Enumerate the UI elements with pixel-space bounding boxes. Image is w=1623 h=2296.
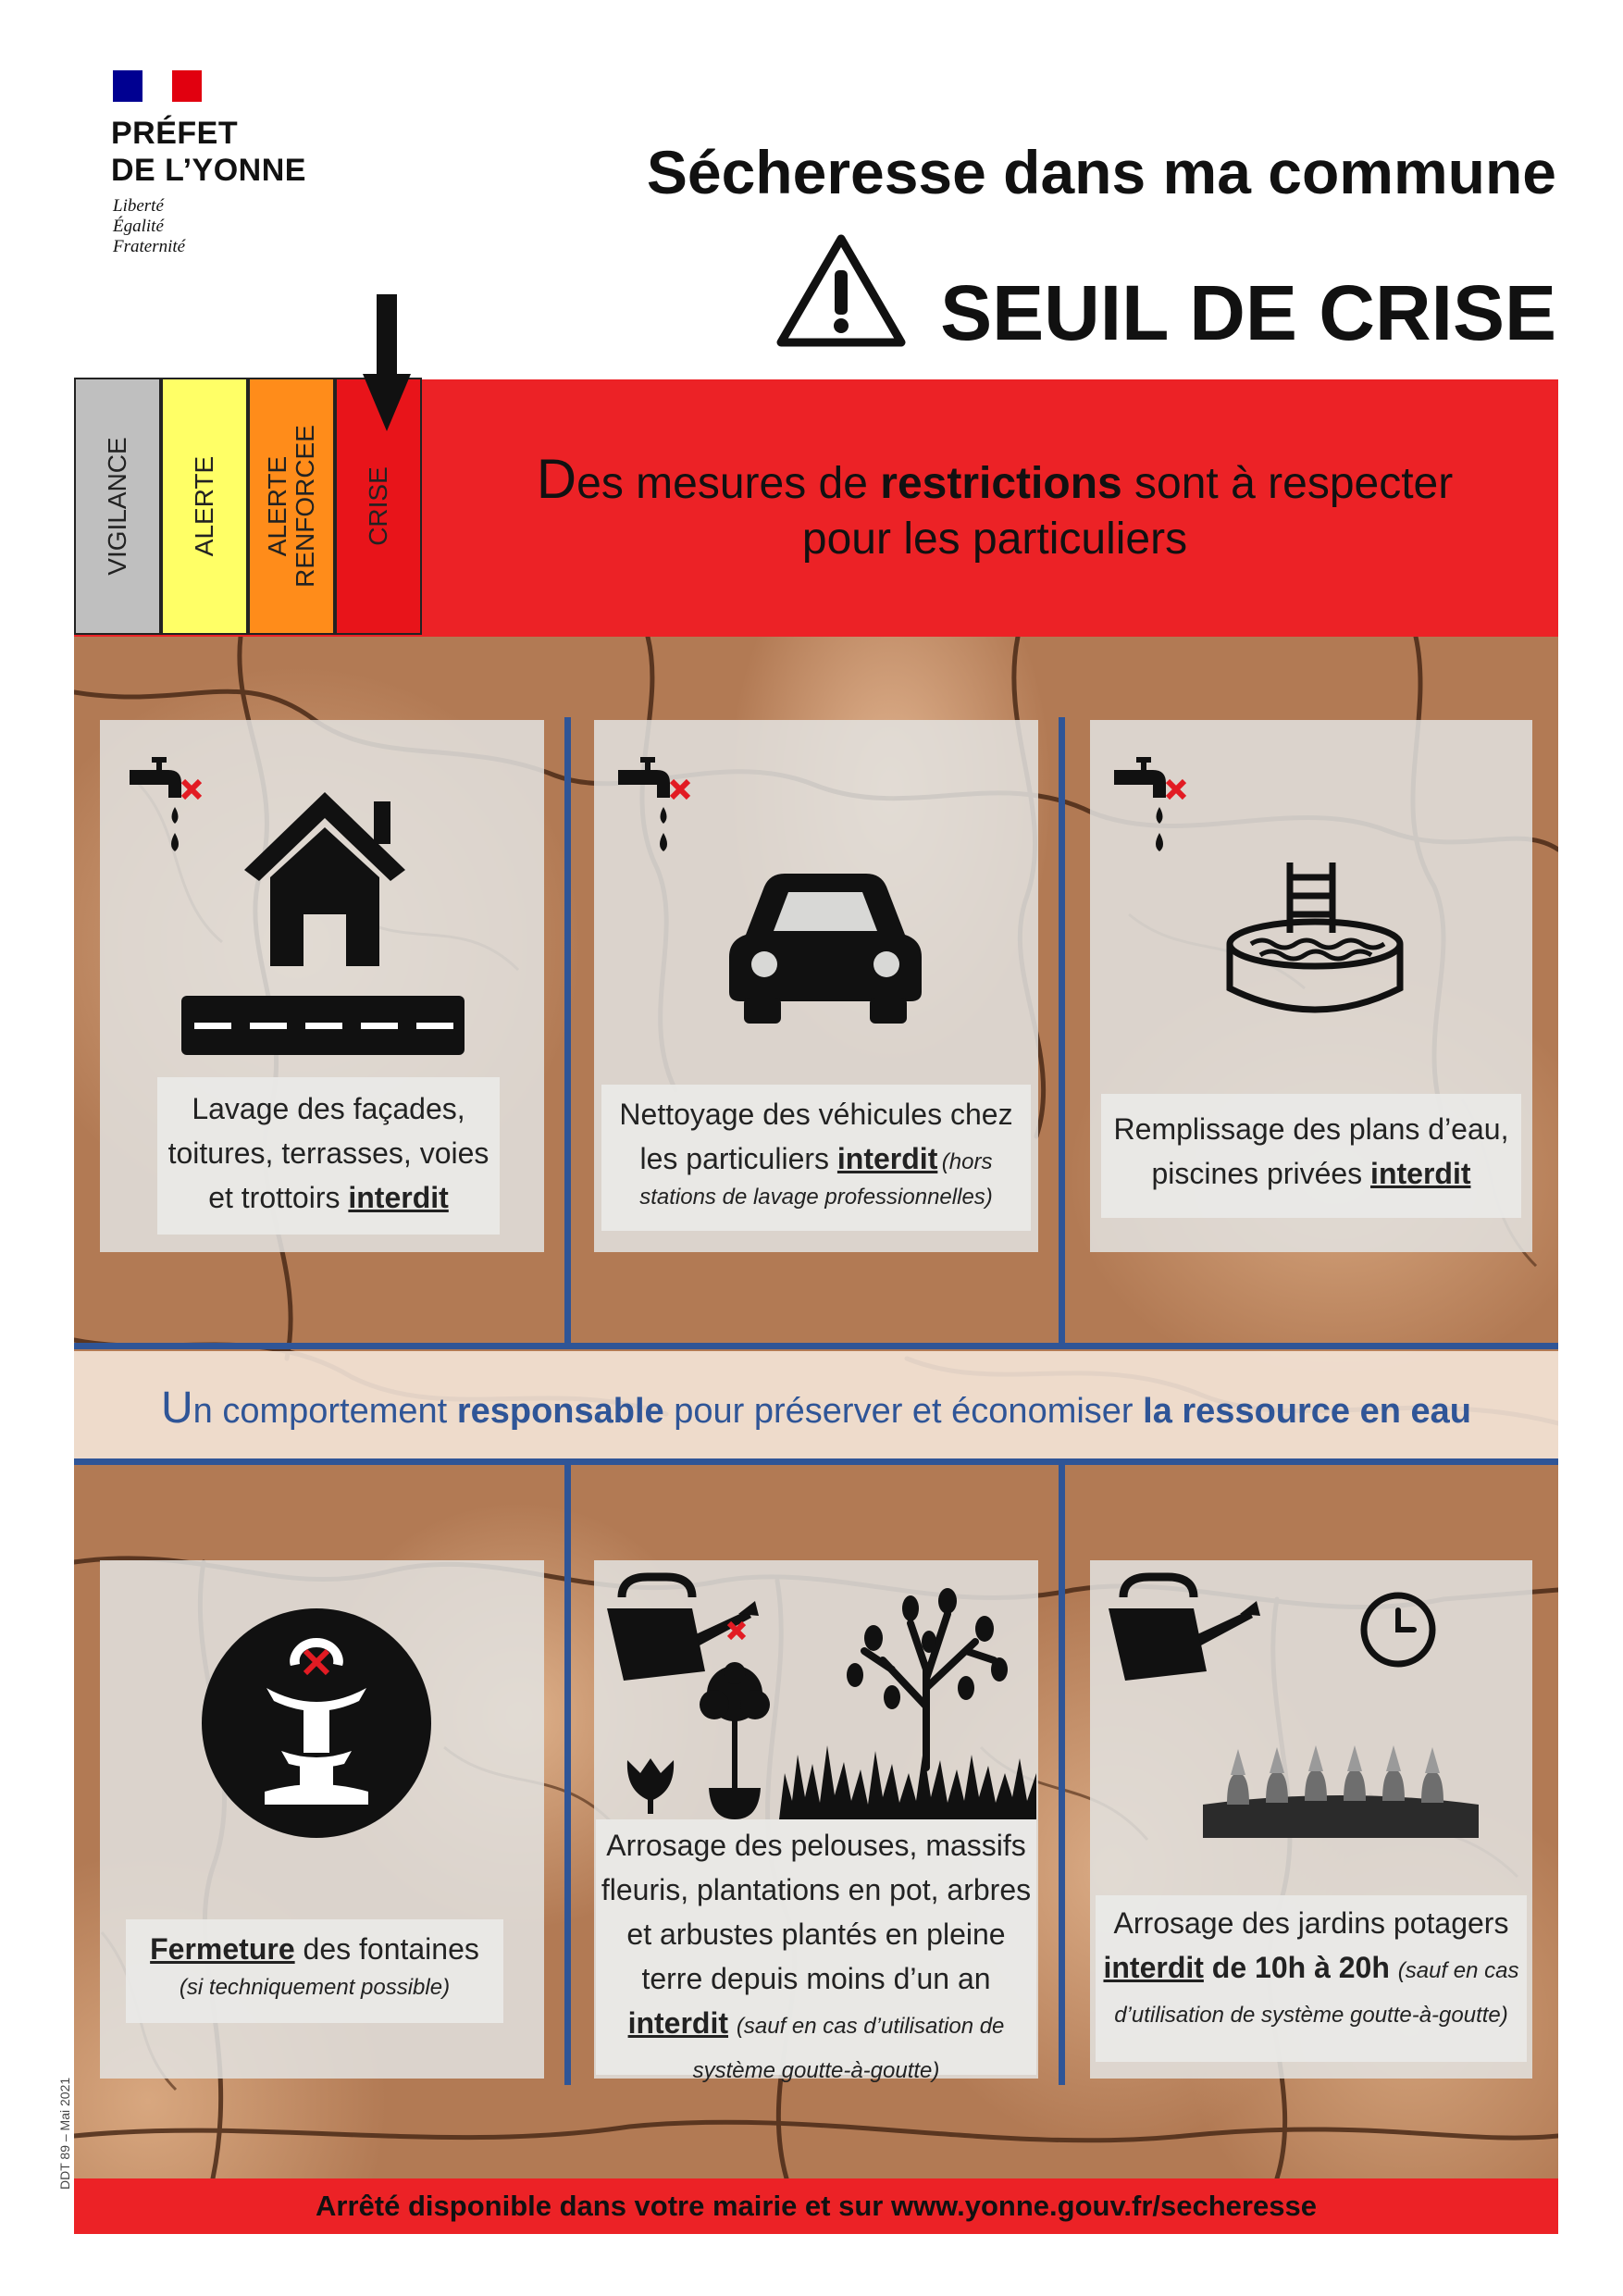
grid-divider (74, 1343, 1558, 1349)
grid-divider (74, 1458, 1558, 1465)
measure-text-fountains: Fermeture des fontaines (si techniquement possible) (126, 1919, 503, 2023)
prefecture-name: PRÉFET DE L’YONNE (111, 116, 306, 188)
grid-divider (1059, 717, 1065, 1347)
crisis-level-title: SEUIL DE CRISE (940, 269, 1556, 356)
level-alerte: ALERTE (161, 378, 248, 635)
warning-triangle-icon (775, 233, 907, 350)
measure-text-vegetable-gardens: Arrosage des jardins potagers interdit de 10h à 20h (sauf en cas d’utilisation de système goutte-à-goutte) (1096, 1895, 1527, 2062)
level-alerte-renforcee: ALERTE RENFORCEE (248, 378, 335, 635)
road-icon (181, 996, 465, 1055)
measure-text-pools: Remplissage des plans d’eau, piscines privées interdit (1101, 1094, 1521, 1218)
grass-icon (779, 1736, 1036, 1819)
page-title: Sécheresse dans ma commune (646, 138, 1556, 206)
level-vigilance: VIGILANCE (74, 378, 161, 635)
grid-divider (564, 717, 571, 1347)
measure-text-lawns: Arrosage des pelouses, massifs fleuris, plantations en pot, arbres et arbustes plantés en pleine terre depuis moins d’un an interdit (sauf en cas d’utilisation de système goutte-à-goutte) (596, 1819, 1036, 2075)
vegetable-garden-icon (1199, 1740, 1482, 1842)
fountain-icon (200, 1607, 433, 1840)
level-crise: CRISE (335, 378, 422, 635)
grid-divider (1059, 1465, 1065, 2085)
faucet-forbidden-icon (614, 751, 698, 872)
marianne-logo (113, 70, 202, 102)
republic-motto: Liberté Égalité Fraternité (113, 196, 186, 256)
faucet-forbidden-icon (1110, 751, 1194, 872)
car-icon (727, 868, 923, 1025)
document-reference: DDT 89 – Mai 2021 (57, 2077, 72, 2190)
current-level-arrow-icon (363, 294, 411, 435)
measure-text-facades: Lavage des façades, toitures, terrasses, voies et trottoirs interdit (157, 1077, 500, 1235)
pool-icon (1223, 859, 1406, 1025)
potted-tree-icon (690, 1660, 779, 1827)
grid-divider (564, 1465, 571, 2085)
clock-icon (1358, 1590, 1438, 1669)
measure-text-vehicles: Nettoyage des véhicules chez les particuliers interdit (hors stations de lavage professionnelles) (601, 1085, 1031, 1231)
footer-banner: Arrêté disponible dans votre mairie et sur www.yonne.gouv.fr/secheresse (74, 2178, 1558, 2234)
responsible-behaviour-text: Un comportement responsable pour préserver et économiser la ressource en eau (161, 1384, 1471, 1433)
faucet-forbidden-icon (126, 751, 209, 872)
tulip-icon (618, 1755, 683, 1814)
house-icon (239, 785, 411, 970)
watering-can-icon (1105, 1570, 1262, 1684)
banner-message: Des mesures de restrictions sont à respecter pour les particuliers (536, 448, 1454, 564)
